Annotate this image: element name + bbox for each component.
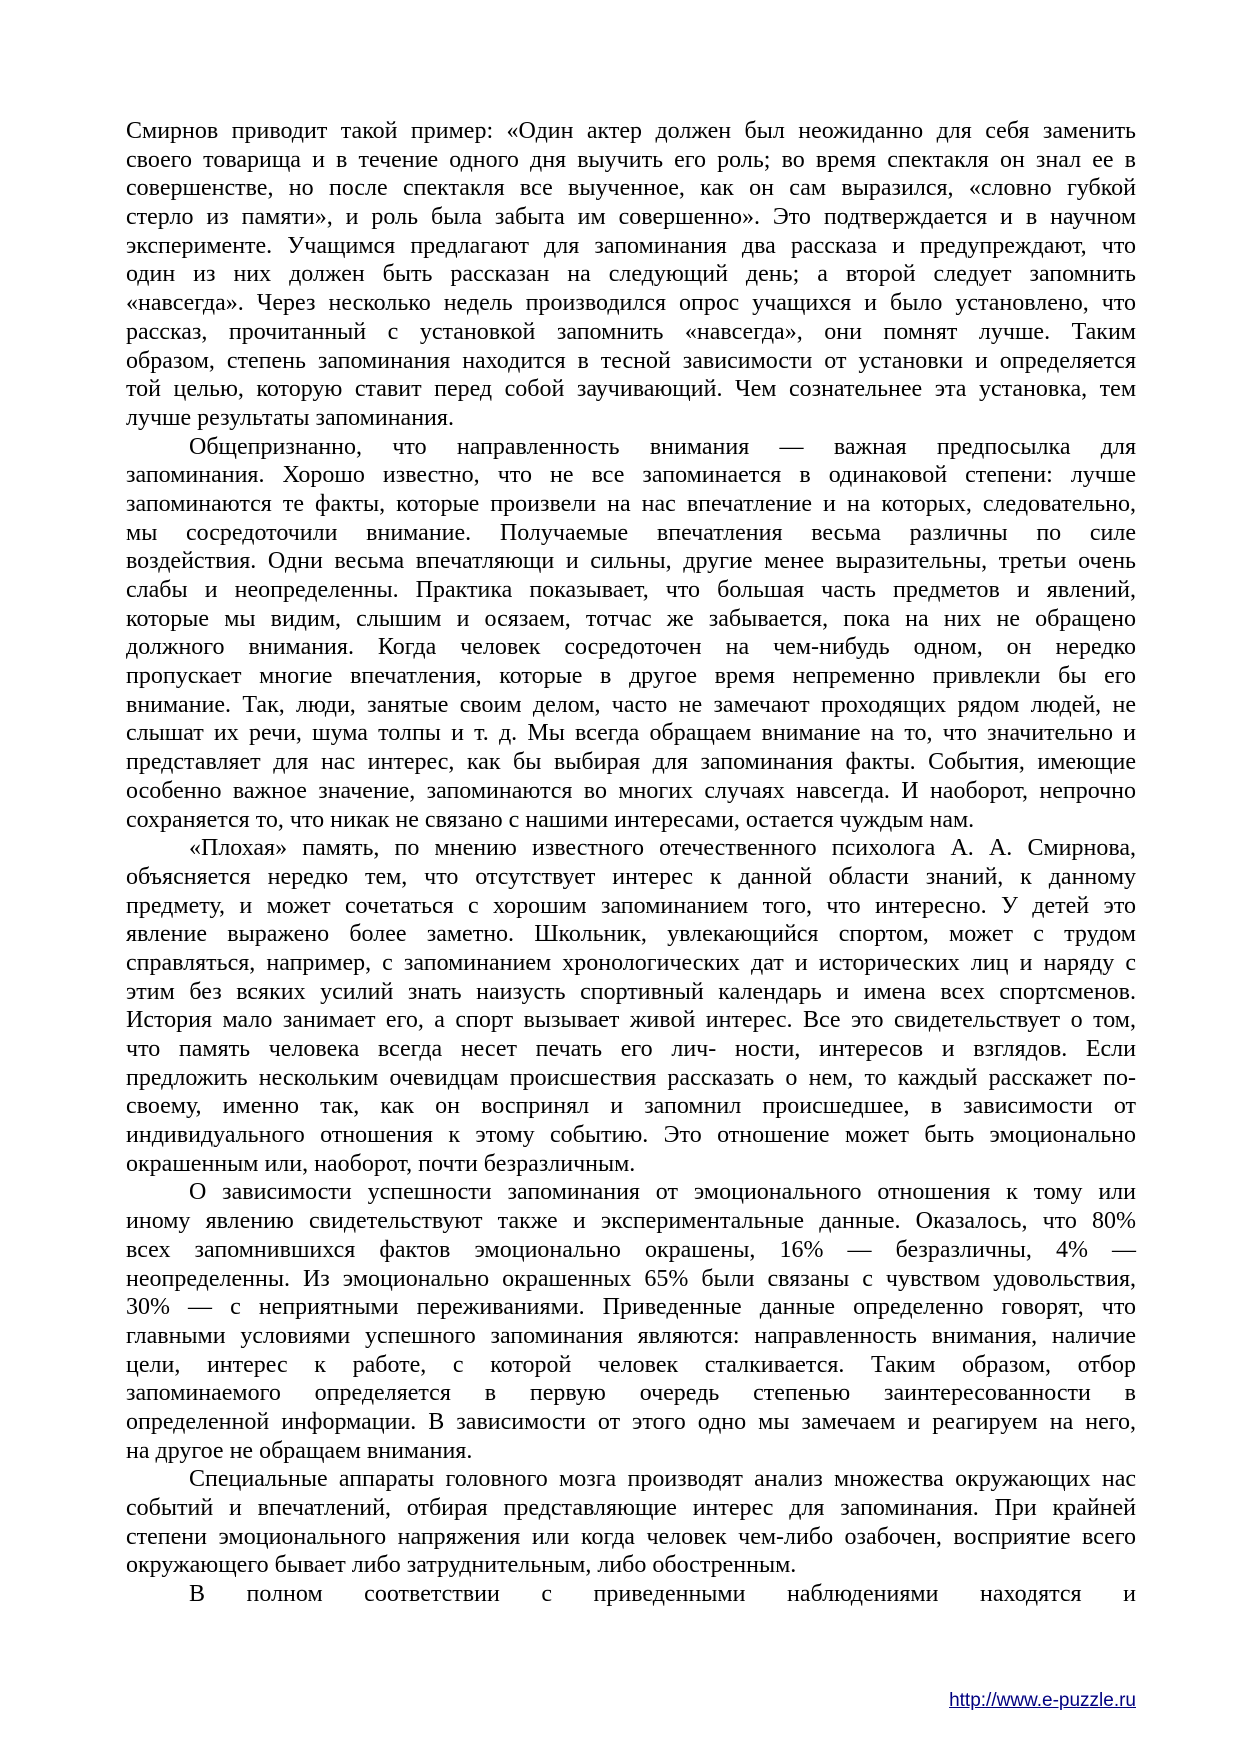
paragraph	[126, 1178, 1136, 1465]
text-line: неопределенны. Из эмоционально окрашенных 65% были связаны с чувством удовольствия,	[126, 1265, 1136, 1292]
text-line: окружающего бывает либо затруднительным, либо обостренным.	[126, 1552, 797, 1579]
text-line: особенно важное значение, запоминаются во многих случаях навсегда. И наоборот, непрочно	[126, 777, 1136, 804]
text-line: объясняется нередко тем, что отсутствует интерес к данной области знаний, к данному	[126, 863, 1136, 890]
paragraph	[126, 1465, 1136, 1580]
text-line: всех запомнившихся фактов эмоционально окрашены, 16% — безразличны, 4% —	[126, 1236, 1136, 1263]
text-line: своему, именно так, как он воспринял и запомнил происшедшее, в зависимости от	[126, 1093, 1136, 1120]
text-line: явление выражено более заметно. Школьник, увлекающийся спортом, может с трудом	[126, 921, 1136, 948]
paragraph	[126, 1580, 1136, 1609]
paragraph	[126, 834, 1136, 1178]
text-line: своего товарища и в течение одного дня выучить его роль; во время спектакля он знал ее в	[126, 146, 1136, 173]
text-line: предмету, и может сочетаться с хорошим запоминанием того, что интересно. У детей это	[126, 892, 1136, 919]
text-line: Смирнов приводит такой пример: «Один актер должен был неожиданно для себя заменить	[126, 118, 1136, 144]
text-line: «Плохая» память, по мнению известного отечественного психолога А. А. Смирнова,	[189, 835, 1136, 862]
text-line: История мало занимает его, а спорт вызывает живой интерес. Все это свидетельствует о том,	[126, 1007, 1136, 1034]
text-line: иному явлению свидетельствуют также и экспериментальные данные. Оказалось, что 80%	[126, 1208, 1136, 1235]
text-line: событий и впечатлений, отбирая представляющие интерес для запоминания. При крайней	[126, 1495, 1136, 1521]
text-line: запоминаются те факты, которые произвели на нас впечатление и на которых, следовательно,	[126, 490, 1136, 517]
text-line: рассказ, прочитанный с установкой запомнить «навсегда», они помнят лучше. Таким	[126, 318, 1136, 345]
paragraph	[126, 117, 1136, 433]
footer-link[interactable]: http://www.e-puzzle.ru	[949, 1690, 1136, 1711]
text-line: этим без всяких усилий знать наизусть спортивный календарь и имена всех спортсменов.	[126, 978, 1136, 1005]
document-body	[126, 117, 1136, 1609]
text-line: слышат их речи, шума толпы и т. д. Мы всегда обращаем внимание на то, что значительно и	[126, 720, 1136, 747]
text-line: 30% — с неприятными переживаниями. Приведенные данные определенно говорят, что	[126, 1294, 1136, 1321]
text-line: Специальные аппараты головного мозга производят анализ множества окружающих нас	[189, 1466, 1136, 1493]
text-line: внимание. Так, люди, занятые своим делом, часто не замечают проходящих рядом людей, не	[126, 691, 1136, 718]
text-line: воздействия. Одни весьма впечатляющи и сильны, другие менее выразительны, третьи очень	[126, 548, 1136, 575]
text-line: запоминания. Хорошо известно, что не все запоминается в одинаковой степени: лучше	[126, 462, 1136, 489]
text-line: лучше результаты запоминания.	[126, 404, 454, 431]
text-line: той целью, которую ставит перед собой заучивающий. Чем сознательнее эта установка, тем	[126, 376, 1136, 403]
text-line: совершенстве, но после спектакля все выученное, как он сам выразился, «словно губкой	[126, 175, 1136, 202]
text-line: главными условиями успешного запоминания являются: направленность внимания, наличие	[126, 1322, 1136, 1349]
text-line: запоминаемого определяется в первую очередь степенью заинтересованности в	[126, 1380, 1136, 1407]
text-line: один из них должен быть рассказан на следующий день; а второй следует запомнить	[126, 261, 1136, 288]
text-line: Общепризнанно, что направленность внимания — важная предпосылка для	[189, 433, 1136, 460]
text-line: на другое не обращаем внимания.	[126, 1437, 473, 1464]
text-line: степени эмоционального напряжения или когда человек чем-либо озабочен, восприятие всего	[126, 1523, 1136, 1550]
text-line: В полном соответствии с приведенными наблюдениями находятся и	[189, 1581, 1136, 1608]
text-line: сохраняется то, что никак не связано с нашими интересами, остается чуждым нам.	[126, 806, 975, 833]
text-line: предложить нескольким очевидцам происшествия рассказать о нем, то каждый расскажет по-	[126, 1064, 1136, 1091]
text-line: О зависимости успешности запоминания от эмоционального отношения к тому или	[189, 1179, 1136, 1206]
text-line: определенной информации. В зависимости от этого одно мы замечаем и реагируем на него,	[126, 1408, 1136, 1435]
text-line: что память человека всегда несет печать его лич- ности, интересов и взглядов. Если	[126, 1036, 1136, 1062]
text-line: справляться, например, с запоминанием хронологических дат и исторических лиц и наряду с	[126, 949, 1136, 976]
text-line: мы сосредоточили внимание. Получаемые впечатления весьма различны по силе	[126, 519, 1136, 546]
text-line: представляет для нас интерес, как бы выбирая для запоминания факты. События, имеющие	[126, 749, 1136, 776]
text-line: слабы и неопределенны. Практика показывает, что большая часть предметов и явлений,	[126, 577, 1136, 603]
text-line: «навсегда». Через несколько недель производился опрос учащихся и было установлено, что	[126, 290, 1136, 317]
text-line: окрашенным или, наоборот, почти безразличным.	[126, 1150, 636, 1177]
text-line: пропускает многие впечатления, которые в другое время непременно привлекли бы его	[126, 663, 1136, 690]
text-line: которые мы видим, слышим и осязаем, тотчас же забывается, пока на них не обращено	[126, 605, 1136, 632]
paragraph	[126, 433, 1136, 835]
text-line: цели, интерес к работе, с которой человек сталкивается. Таким образом, отбор	[126, 1351, 1136, 1378]
text-line: стерло из памяти», и роль была забыта им совершенно». Это подтверждается и в научном	[126, 204, 1136, 231]
text-line: эксперименте. Учащимся предлагают для запоминания два рассказа и предупреждают, что	[126, 232, 1136, 259]
text-line: должного внимания. Когда человек сосредоточен на чем-нибудь одном, он нередко	[126, 634, 1136, 661]
text-line: образом, степень запоминания находится в тесной зависимости от установки и определяется	[126, 347, 1136, 374]
text-line: индивидуального отношения к этому событию. Это отношение может быть эмоционально	[126, 1122, 1136, 1149]
